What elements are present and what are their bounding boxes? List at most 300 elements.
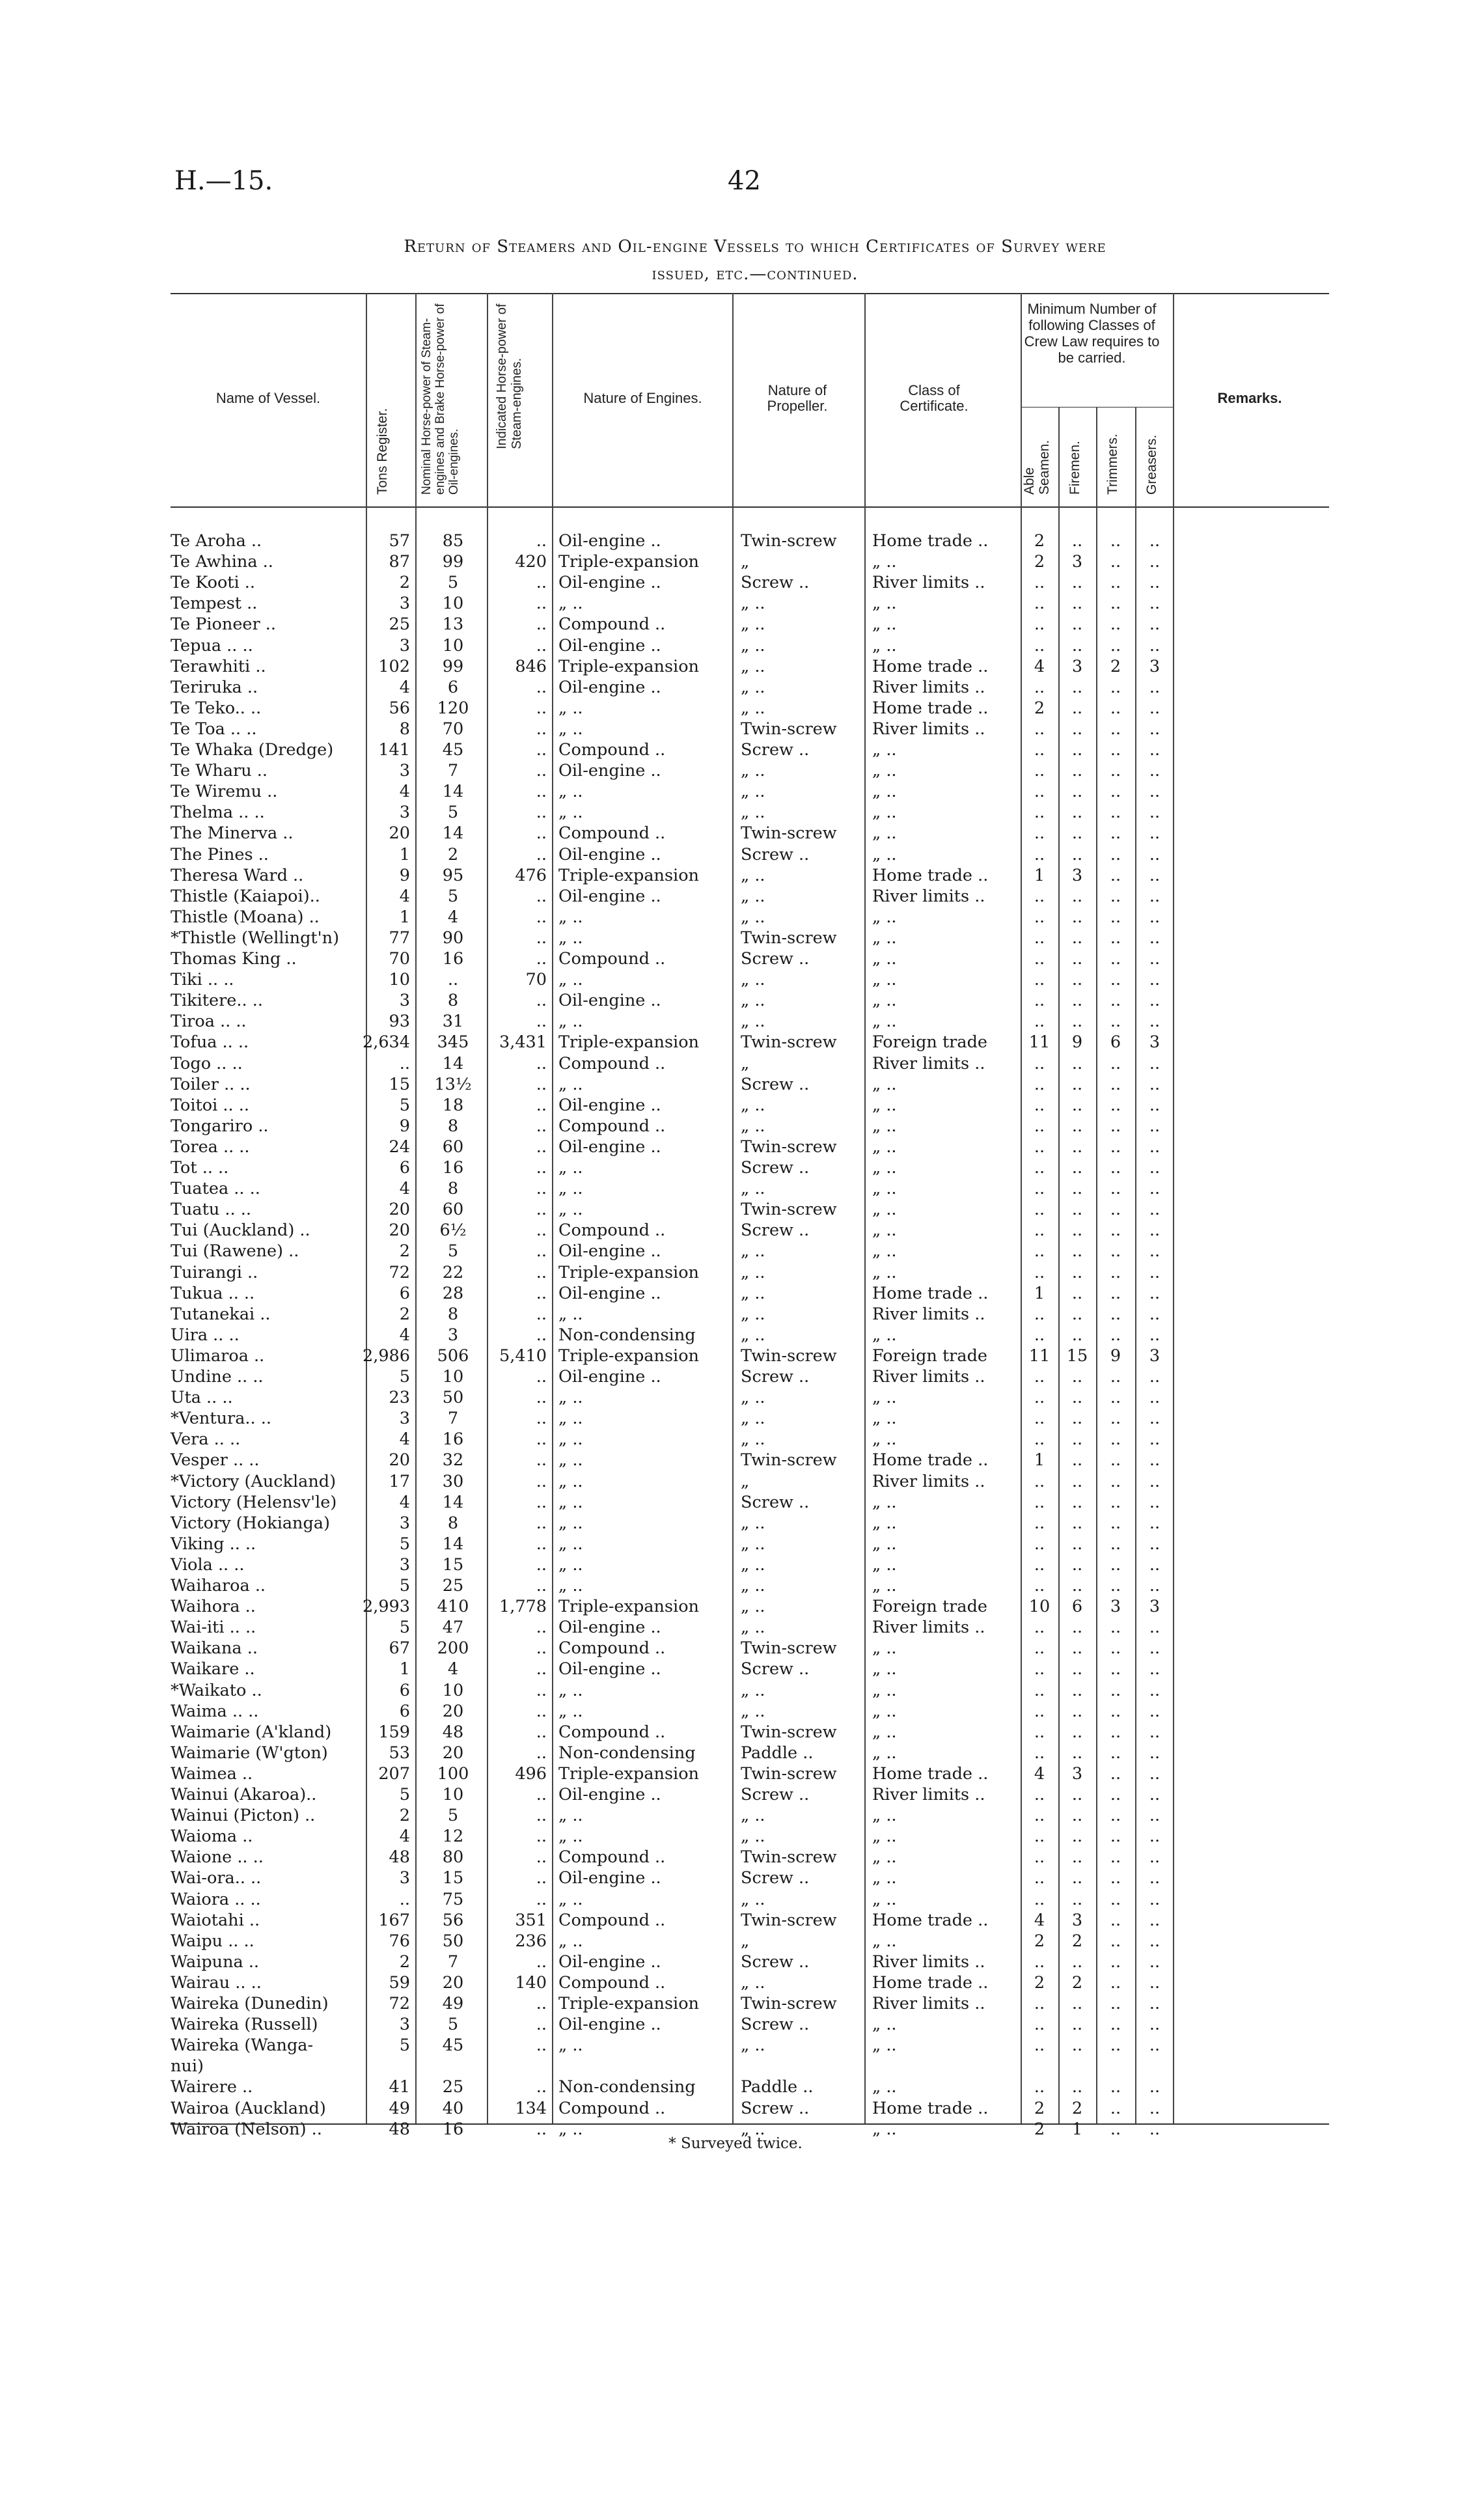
tons-register: 8 xyxy=(399,719,410,739)
greasers: .. xyxy=(1149,1576,1161,1595)
engine-type: „ .. xyxy=(558,1680,583,1700)
propeller-type: Screw .. xyxy=(741,844,810,864)
nominal-hp: 48 xyxy=(442,1722,464,1742)
indicated-hp: 70 xyxy=(525,970,547,990)
vessel-name: Tempest .. xyxy=(171,594,258,614)
indicated-hp: .. xyxy=(536,1889,547,1909)
vessel-name: *Victory (Auckland) xyxy=(171,1471,337,1491)
engine-type: Triple-expansion xyxy=(558,1994,699,2013)
firemen: .. xyxy=(1071,2036,1083,2056)
tons-register: 20 xyxy=(389,823,410,844)
firemen: .. xyxy=(1071,719,1083,739)
propeller-type: Twin-screw xyxy=(741,719,837,739)
trimmers: .. xyxy=(1110,1931,1121,1951)
able-seamen: .. xyxy=(1034,1116,1045,1136)
firemen: .. xyxy=(1071,740,1083,760)
greasers: .. xyxy=(1149,1931,1161,1951)
firemen: .. xyxy=(1071,1158,1083,1178)
indicated-hp: 3,431 xyxy=(499,1032,547,1053)
table-row xyxy=(0,1534,1484,1554)
firemen: .. xyxy=(1071,698,1083,718)
table-row xyxy=(0,572,1484,593)
trimmers: .. xyxy=(1110,698,1121,718)
vessel-name: Te Whaka (Dredge) xyxy=(171,740,334,760)
indicated-hp: .. xyxy=(536,531,547,551)
firemen: .. xyxy=(1071,1554,1083,1575)
indicated-hp: .. xyxy=(536,1513,547,1533)
vessel-name: Waiotahi .. xyxy=(171,1910,260,1930)
propeller-type: „ .. xyxy=(741,1325,765,1345)
nominal-hp: 15 xyxy=(442,1868,464,1888)
table-row xyxy=(0,1617,1484,1638)
firemen: .. xyxy=(1071,1179,1083,1199)
propeller-type: Screw .. xyxy=(741,573,810,593)
able-seamen: .. xyxy=(1034,1680,1045,1700)
indicated-hp: 236 xyxy=(515,1931,547,1951)
greasers: .. xyxy=(1149,1534,1161,1554)
greasers: .. xyxy=(1149,531,1161,551)
certificate-class: River limits .. xyxy=(872,1618,985,1638)
firemen: .. xyxy=(1071,1074,1083,1094)
indicated-hp: .. xyxy=(536,740,547,760)
propeller-type: Screw .. xyxy=(741,1785,810,1804)
table-row xyxy=(0,1784,1484,1805)
table-row xyxy=(0,1053,1484,1074)
engine-type: Compound .. xyxy=(558,2098,666,2118)
engine-type: „ .. xyxy=(558,1471,583,1491)
table-row xyxy=(0,593,1484,614)
indicated-hp: .. xyxy=(536,1325,547,1345)
propeller-type: Twin-screw xyxy=(741,1847,837,1868)
firemen: 3 xyxy=(1071,552,1083,572)
indicated-hp: 476 xyxy=(515,865,547,885)
engine-type: „ .. xyxy=(558,1931,583,1951)
indicated-hp: .. xyxy=(536,719,547,739)
trimmers: .. xyxy=(1110,1952,1121,1972)
engine-type: „ .. xyxy=(558,1450,583,1471)
certificate-class: River limits .. xyxy=(872,573,985,593)
vessel-name: Waimarie (A'kland) xyxy=(171,1722,332,1742)
propeller-type: Screw .. xyxy=(741,1158,810,1178)
certificate-class: „ .. xyxy=(872,991,897,1011)
able-seamen: .. xyxy=(1034,1827,1045,1847)
header-indicated-hp: Indicated Horse-power of Steam-engines. xyxy=(495,303,524,449)
indicated-hp: .. xyxy=(536,698,547,718)
engine-type: Compound .. xyxy=(558,1638,666,1659)
header-vessel-name: Name of Vessel. xyxy=(215,390,321,406)
able-seamen: .. xyxy=(1034,1325,1045,1345)
nominal-hp: 8 xyxy=(447,991,459,1011)
vessel-name: Uta .. .. xyxy=(171,1388,233,1408)
able-seamen: 2 xyxy=(1034,1972,1045,1993)
firemen: .. xyxy=(1071,1534,1083,1554)
vessel-name: *Ventura.. .. xyxy=(171,1409,271,1429)
indicated-hp: .. xyxy=(536,1638,547,1659)
greasers: .. xyxy=(1149,907,1161,927)
indicated-hp: .. xyxy=(536,1095,547,1115)
trimmers: .. xyxy=(1110,2119,1121,2139)
able-seamen: 1 xyxy=(1034,1283,1045,1303)
nominal-hp: 5 xyxy=(447,1241,459,1262)
table-row xyxy=(0,1910,1484,1931)
engine-type: Triple-expansion xyxy=(558,1763,699,1784)
engine-type: „ .. xyxy=(558,1701,583,1721)
nominal-hp: 60 xyxy=(442,1200,464,1220)
vessel-name: Wairere .. xyxy=(171,2077,253,2097)
indicated-hp: .. xyxy=(536,1554,547,1575)
trimmers: .. xyxy=(1110,1262,1121,1282)
header-certificate: Class of Certificate. xyxy=(900,382,969,414)
propeller-type: Twin-screw xyxy=(741,1137,837,1157)
nominal-hp: 14 xyxy=(442,1053,464,1073)
table-row xyxy=(0,1513,1484,1534)
table-row xyxy=(0,928,1484,948)
firemen: .. xyxy=(1071,1952,1083,1972)
tons-register: 4 xyxy=(399,1827,410,1847)
firemen: .. xyxy=(1071,1492,1083,1512)
table-row xyxy=(0,886,1484,907)
firemen: 15 xyxy=(1066,1346,1088,1366)
trimmers: .. xyxy=(1110,1680,1121,1700)
vessel-name: Te Teko.. .. xyxy=(171,698,262,718)
indicated-hp: .. xyxy=(536,1952,547,1972)
table-row xyxy=(0,2077,1484,2097)
propeller-type: „ .. xyxy=(741,1576,765,1595)
certificate-class: „ .. xyxy=(872,615,897,635)
indicated-hp: .. xyxy=(536,1388,547,1408)
certificate-class: Foreign trade xyxy=(872,1346,987,1366)
firemen: 2 xyxy=(1071,1931,1083,1951)
certificate-class: River limits .. xyxy=(872,719,985,739)
vessel-name: Wairoa (Auckland) xyxy=(171,2098,326,2118)
table-row xyxy=(0,1178,1484,1199)
greasers: .. xyxy=(1149,1221,1161,1241)
firemen: .. xyxy=(1071,1262,1083,1282)
table-row xyxy=(0,1387,1484,1408)
tons-register: 6 xyxy=(399,1701,410,1721)
certificate-class: River limits .. xyxy=(872,1994,985,2013)
able-seamen: .. xyxy=(1034,2077,1045,2097)
indicated-hp: .. xyxy=(536,1074,547,1094)
engine-type: Oil-engine .. xyxy=(558,1952,661,1972)
greasers: .. xyxy=(1149,2077,1161,2097)
table-row xyxy=(0,1993,1484,2014)
vessel-name: Waireka (Russell) xyxy=(171,2015,318,2035)
trimmers: .. xyxy=(1110,2015,1121,2035)
propeller-type: „ .. xyxy=(741,1012,765,1032)
table-row xyxy=(0,1095,1484,1116)
engine-type: „ .. xyxy=(558,2036,583,2056)
tons-register: 4 xyxy=(399,886,410,906)
certificate-class: River limits .. xyxy=(872,1952,985,1972)
trimmers: .. xyxy=(1110,1827,1121,1847)
certificate-class: „ .. xyxy=(872,803,897,823)
certificate-class: Home trade .. xyxy=(872,656,989,676)
vessel-name: Waimea .. xyxy=(171,1763,253,1784)
nominal-hp: 345 xyxy=(437,1032,469,1053)
trimmers: .. xyxy=(1110,1325,1121,1345)
indicated-hp: .. xyxy=(536,1053,547,1073)
able-seamen: .. xyxy=(1034,1409,1045,1429)
indicated-hp: .. xyxy=(536,1450,547,1471)
vessel-name: Tui (Auckland) .. xyxy=(171,1221,310,1241)
vessel-name: Thelma .. .. xyxy=(171,803,265,823)
tons-register: 6 xyxy=(399,1680,410,1700)
tons-register: 2,993 xyxy=(362,1597,410,1617)
propeller-type: „ .. xyxy=(741,1241,765,1262)
engine-type: Non-condensing xyxy=(558,2077,696,2097)
trimmers: .. xyxy=(1110,1053,1121,1073)
firemen: .. xyxy=(1071,928,1083,948)
trimmers: .. xyxy=(1110,803,1121,823)
nominal-hp: 31 xyxy=(442,1012,464,1032)
firemen: .. xyxy=(1071,907,1083,927)
table-row xyxy=(0,1492,1484,1513)
engine-type: Compound .. xyxy=(558,1722,666,1742)
certificate-class: „ .. xyxy=(872,1492,897,1512)
able-seamen: .. xyxy=(1034,1430,1045,1450)
firemen: .. xyxy=(1071,1638,1083,1659)
tons-register: 2 xyxy=(399,1952,410,1972)
greasers: .. xyxy=(1149,1743,1161,1763)
tons-register: 1 xyxy=(399,907,410,927)
firemen: .. xyxy=(1071,1994,1083,2013)
vessel-name: Tepua .. .. xyxy=(171,635,253,656)
vessel-name: Terawhiti .. xyxy=(171,656,266,676)
vessel-name: Victory (Hokianga) xyxy=(171,1513,330,1533)
certificate-class: River limits .. xyxy=(872,1471,985,1491)
able-seamen: .. xyxy=(1034,1868,1045,1888)
able-seamen: .. xyxy=(1034,844,1045,864)
able-seamen: .. xyxy=(1034,2015,1045,2035)
nominal-hp: 14 xyxy=(442,782,464,802)
certificate-class: „ .. xyxy=(872,635,897,656)
tons-register: 4 xyxy=(399,1492,410,1512)
table-row xyxy=(0,1450,1484,1471)
propeller-type: „ .. xyxy=(741,991,765,1011)
firemen: .. xyxy=(1071,1241,1083,1262)
vessel-name: Ulimaroa .. xyxy=(171,1346,265,1366)
indicated-hp: .. xyxy=(536,1868,547,1888)
table-row xyxy=(0,1220,1484,1241)
engine-type: Oil-engine .. xyxy=(558,677,661,697)
nominal-hp: 22 xyxy=(442,1262,464,1282)
tons-register: 3 xyxy=(399,2015,410,2035)
engine-type: „ .. xyxy=(558,1806,583,1826)
engine-type: Oil-engine .. xyxy=(558,1868,661,1888)
able-seamen: .. xyxy=(1034,1221,1045,1241)
trimmers: .. xyxy=(1110,1158,1121,1178)
propeller-type: „ .. xyxy=(741,782,765,802)
document-code: H.—15. xyxy=(174,166,273,196)
propeller-type: „ .. xyxy=(741,1409,765,1429)
able-seamen: .. xyxy=(1034,1158,1045,1178)
table-row xyxy=(0,1805,1484,1826)
trimmers: .. xyxy=(1110,1221,1121,1241)
propeller-type: „ xyxy=(741,1471,750,1491)
certificate-class: „ .. xyxy=(872,761,897,781)
certificate-class: River limits .. xyxy=(872,886,985,906)
engine-type: „ .. xyxy=(558,1388,583,1408)
nominal-hp: 14 xyxy=(442,823,464,844)
engine-type: Triple-expansion xyxy=(558,656,699,676)
able-seamen: .. xyxy=(1034,719,1045,739)
tons-register: 3 xyxy=(399,761,410,781)
trimmers: .. xyxy=(1110,1618,1121,1638)
propeller-type: „ .. xyxy=(741,1827,765,1847)
propeller-type: „ xyxy=(741,1053,750,1073)
greasers: .. xyxy=(1149,573,1161,593)
table-row xyxy=(0,1680,1484,1701)
vessel-name: Viking .. .. xyxy=(171,1534,256,1554)
tons-register: 49 xyxy=(389,2098,410,2118)
vessel-name: Teriruka .. xyxy=(171,677,258,697)
tons-register: 3 xyxy=(399,1513,410,1533)
tons-register: 48 xyxy=(389,2119,410,2139)
nominal-hp: 45 xyxy=(442,740,464,760)
nominal-hp: 12 xyxy=(442,1827,464,1847)
trimmers: .. xyxy=(1110,1241,1121,1262)
nominal-hp: 90 xyxy=(442,928,464,948)
indicated-hp: .. xyxy=(536,886,547,906)
firemen: .. xyxy=(1071,1053,1083,1073)
firemen: .. xyxy=(1071,761,1083,781)
engine-type: „ .. xyxy=(558,1179,583,1199)
firemen: .. xyxy=(1071,594,1083,614)
certificate-class: Foreign trade xyxy=(872,1597,987,1617)
firemen: .. xyxy=(1071,782,1083,802)
firemen: 1 xyxy=(1071,2119,1083,2139)
nominal-hp: 47 xyxy=(442,1618,464,1638)
able-seamen: .. xyxy=(1034,1179,1045,1199)
table-row xyxy=(0,2056,1484,2077)
able-seamen: .. xyxy=(1034,1513,1045,1533)
propeller-type: „ .. xyxy=(741,1597,765,1617)
table-row xyxy=(0,551,1484,572)
propeller-type: Screw .. xyxy=(741,1074,810,1094)
firemen: .. xyxy=(1071,1701,1083,1721)
engine-type: Oil-engine .. xyxy=(558,761,661,781)
vessel-name: Undine .. .. xyxy=(171,1367,264,1387)
certificate-class: River limits .. xyxy=(872,1053,985,1073)
table-row xyxy=(0,1283,1484,1304)
table-row xyxy=(0,1366,1484,1387)
trimmers: .. xyxy=(1110,1450,1121,1471)
indicated-hp: .. xyxy=(536,1618,547,1638)
firemen: .. xyxy=(1071,1283,1083,1303)
firemen: .. xyxy=(1071,1430,1083,1450)
trimmers: .. xyxy=(1110,907,1121,927)
greasers: 3 xyxy=(1149,1597,1161,1617)
indicated-hp: .. xyxy=(536,1785,547,1804)
trimmers: .. xyxy=(1110,1889,1121,1909)
engine-type: „ .. xyxy=(558,1492,583,1512)
able-seamen: 2 xyxy=(1034,552,1045,572)
trimmers: .. xyxy=(1110,1910,1121,1930)
nominal-hp: 3 xyxy=(447,1325,459,1345)
nominal-hp: 50 xyxy=(442,1931,464,1951)
propeller-type: Twin-screw xyxy=(741,1200,837,1220)
trimmers: .. xyxy=(1110,823,1121,844)
vessel-name: Waione .. .. xyxy=(171,1847,264,1868)
greasers: .. xyxy=(1149,991,1161,1011)
tons-register: 2 xyxy=(399,573,410,593)
indicated-hp: .. xyxy=(536,1409,547,1429)
indicated-hp: .. xyxy=(536,1806,547,1826)
engine-type: Compound .. xyxy=(558,740,666,760)
certificate-class: Home trade .. xyxy=(872,1763,989,1784)
vessel-name: Thistle (Moana) .. xyxy=(171,907,320,927)
tons-register: 53 xyxy=(389,1743,410,1763)
vessel-name: Wai-iti .. .. xyxy=(171,1618,256,1638)
propeller-type: „ .. xyxy=(741,1972,765,1993)
trimmers: .. xyxy=(1110,1554,1121,1575)
engine-type: „ .. xyxy=(558,1200,583,1220)
engine-type: Oil-engine .. xyxy=(558,1095,661,1115)
propeller-type: Screw .. xyxy=(741,949,810,969)
greasers: .. xyxy=(1149,1618,1161,1638)
trimmers: .. xyxy=(1110,1847,1121,1868)
table-row xyxy=(0,1701,1484,1722)
table-row xyxy=(0,1157,1484,1178)
nominal-hp: 6½ xyxy=(439,1221,467,1241)
greasers: .. xyxy=(1149,1806,1161,1826)
trimmers: .. xyxy=(1110,1743,1121,1763)
certificate-class: „ .. xyxy=(872,1554,897,1575)
trimmers: .. xyxy=(1110,1388,1121,1408)
firemen: .. xyxy=(1071,991,1083,1011)
nominal-hp: 4 xyxy=(447,907,459,927)
tons-register: 57 xyxy=(389,531,410,551)
page-number: 42 xyxy=(728,166,761,196)
engine-type: „ .. xyxy=(558,970,583,990)
propeller-type: „ .. xyxy=(741,698,765,718)
certificate-class: „ .. xyxy=(872,1868,897,1888)
propeller-type: „ .. xyxy=(741,1534,765,1554)
engine-type: „ .. xyxy=(558,2119,583,2139)
table-row xyxy=(0,969,1484,990)
table-row xyxy=(0,1868,1484,1888)
engine-type: Compound .. xyxy=(558,1847,666,1868)
firemen: .. xyxy=(1071,1889,1083,1909)
tons-register: 167 xyxy=(378,1910,410,1930)
propeller-type: Screw .. xyxy=(741,740,810,760)
able-seamen: 1 xyxy=(1034,1450,1045,1471)
table-row xyxy=(0,698,1484,719)
nominal-hp: 8 xyxy=(447,1513,459,1533)
trimmers: .. xyxy=(1110,531,1121,551)
propeller-type: „ .. xyxy=(741,1513,765,1533)
greasers: .. xyxy=(1149,823,1161,844)
indicated-hp: .. xyxy=(536,907,547,927)
header-nominal-hp: Nominal Horse-power of Steam-engines and Brake Horse-power of Oil-engines. xyxy=(420,303,461,495)
certificate-class: Home trade .. xyxy=(872,1283,989,1303)
propeller-type: „ .. xyxy=(741,865,765,885)
engine-type: Oil-engine .. xyxy=(558,886,661,906)
nominal-hp: 20 xyxy=(442,1701,464,1721)
table-row xyxy=(0,760,1484,781)
indicated-hp: 420 xyxy=(515,552,547,572)
table-row xyxy=(0,1972,1484,1993)
tons-register: 72 xyxy=(389,1994,410,2013)
vessel-name: Wainui (Akaroa).. xyxy=(171,1785,317,1804)
firemen: .. xyxy=(1071,970,1083,990)
tons-register: 3 xyxy=(399,803,410,823)
firemen: .. xyxy=(1071,1095,1083,1115)
indicated-hp: 140 xyxy=(515,1972,547,1993)
tons-register: 9 xyxy=(399,865,410,885)
able-seamen: .. xyxy=(1034,1095,1045,1115)
